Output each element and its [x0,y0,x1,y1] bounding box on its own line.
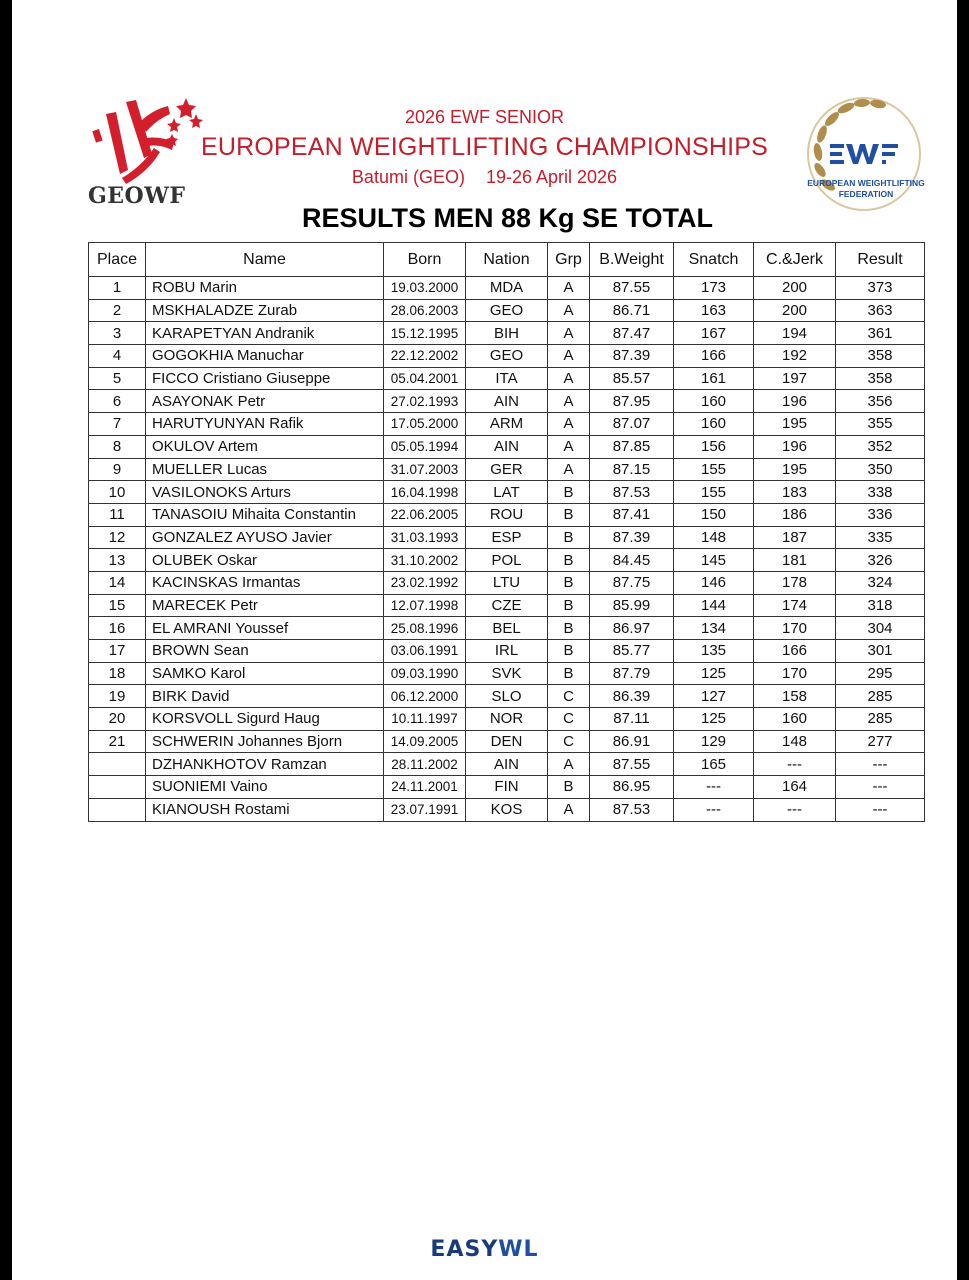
cell-place: 17 [89,640,146,663]
cell-snatch: 134 [674,617,754,640]
cell-place: 15 [89,594,146,617]
cell-name: KARAPETYAN Andranik [146,322,384,345]
cell-nation: ESP [466,526,548,549]
table-row [89,367,925,390]
cell-born: 17.05.2000 [384,413,466,436]
cell-name: TANASOIU Mihaita Constantin [146,503,384,526]
cell-grp: A [548,299,590,322]
cell-cjerk: 194 [754,322,836,345]
header-place: Place [89,243,146,277]
cell-nation: LTU [466,571,548,594]
cell-nation: ITA [466,367,548,390]
cell-place: 14 [89,571,146,594]
cell-snatch: 155 [674,458,754,481]
cell-grp: A [548,753,590,776]
header-row [89,243,925,277]
cell-grp: B [548,481,590,504]
cell-cjerk: 158 [754,685,836,708]
cell-snatch: 166 [674,345,754,368]
cell-nation: GER [466,458,548,481]
cell-result: 285 [836,685,925,708]
cell-bweight: 87.55 [590,753,674,776]
cell-grp: A [548,322,590,345]
header-result: Result [836,243,925,277]
cell-name: OLUBEK Oskar [146,549,384,572]
cell-grp: B [548,503,590,526]
cell-place: 18 [89,662,146,685]
cell-grp: A [548,367,590,390]
table-row [89,617,925,640]
table-row [89,322,925,345]
table-row [89,458,925,481]
cell-snatch: 167 [674,322,754,345]
cell-snatch: 173 [674,277,754,300]
cell-grp: B [548,526,590,549]
cell-result: 335 [836,526,925,549]
cell-cjerk: 164 [754,776,836,799]
easywl-easy: EASY [430,1237,499,1262]
cell-nation: BEL [466,617,548,640]
cell-born: 23.02.1992 [384,571,466,594]
cell-nation: AIN [466,390,548,413]
table-body [89,277,925,822]
cell-born: 05.04.2001 [384,367,466,390]
cell-cjerk: 195 [754,458,836,481]
cell-name: EL AMRANI Youssef [146,617,384,640]
cell-born: 31.03.1993 [384,526,466,549]
cell-place: 3 [89,322,146,345]
cell-result: --- [836,798,925,821]
cell-cjerk: 170 [754,662,836,685]
cell-nation: KOS [466,798,548,821]
cell-result: 352 [836,435,925,458]
cell-nation: BIH [466,322,548,345]
cell-snatch: 125 [674,662,754,685]
cell-grp: B [548,571,590,594]
cell-born: 23.07.1991 [384,798,466,821]
event-edition: 2026 EWF SENIOR [404,107,565,127]
cell-name: MUELLER Lucas [146,458,384,481]
cell-snatch: 127 [674,685,754,708]
cell-cjerk: --- [754,753,836,776]
cell-cjerk: 178 [754,571,836,594]
cell-snatch: 165 [674,753,754,776]
cell-name: GOGOKHIA Manuchar [146,345,384,368]
table-row [89,662,925,685]
cell-cjerk: 192 [754,345,836,368]
cell-result: 355 [836,413,925,436]
cell-born: 31.07.2003 [384,458,466,481]
cell-name: ASAYONAK Petr [146,390,384,413]
cell-born: 09.03.1990 [384,662,466,685]
cell-place [89,776,146,799]
table-row [89,549,925,572]
cell-bweight: 86.71 [590,299,674,322]
cell-born: 19.03.2000 [384,277,466,300]
header-bweight: B.Weight [590,243,674,277]
cell-nation: FIN [466,776,548,799]
cell-nation: DEN [466,730,548,753]
header-nation: Nation [466,243,548,277]
event-title: EUROPEAN WEIGHTLIFTING CHAMPIONSHIPS [201,133,768,161]
cell-nation: GEO [466,345,548,368]
cell-grp: B [548,776,590,799]
cell-cjerk: 174 [754,594,836,617]
table-row [89,277,925,300]
cell-result: 361 [836,322,925,345]
cell-snatch: 144 [674,594,754,617]
cell-born: 22.06.2005 [384,503,466,526]
cell-nation: AIN [466,753,548,776]
cell-grp: A [548,798,590,821]
easywl-wl: WL [498,1237,539,1262]
table-row [89,685,925,708]
header-name: Name [146,243,384,277]
cell-result: --- [836,753,925,776]
cell-place: 16 [89,617,146,640]
cell-snatch: --- [674,776,754,799]
cell-cjerk: 197 [754,367,836,390]
cell-born: 05.05.1994 [384,435,466,458]
cell-bweight: 87.15 [590,458,674,481]
header-grp: Grp [548,243,590,277]
cell-born: 24.11.2001 [384,776,466,799]
cell-grp: A [548,458,590,481]
table-row [89,413,925,436]
cell-cjerk: 186 [754,503,836,526]
cell-snatch: 155 [674,481,754,504]
cell-born: 03.06.1991 [384,640,466,663]
cell-cjerk: 160 [754,708,836,731]
cell-bweight: 86.95 [590,776,674,799]
cell-result: 358 [836,345,925,368]
cell-snatch: 160 [674,390,754,413]
cell-grp: B [548,549,590,572]
event-dates: 19-26 April 2026 [485,167,618,187]
cell-place: 20 [89,708,146,731]
cell-snatch: 156 [674,435,754,458]
cell-cjerk: 187 [754,526,836,549]
cell-grp: A [548,277,590,300]
header-cjerk: C.&Jerk [754,243,836,277]
cell-name: OKULOV Artem [146,435,384,458]
cell-result: 356 [836,390,925,413]
header-born: Born [384,243,466,277]
table-row [89,776,925,799]
cell-place: 8 [89,435,146,458]
easywl-logo [0,1237,969,1262]
cell-result: 324 [836,571,925,594]
cell-bweight: 87.41 [590,503,674,526]
table-row [89,503,925,526]
cell-bweight: 87.75 [590,571,674,594]
cell-result: 301 [836,640,925,663]
cell-bweight: 87.53 [590,798,674,821]
cell-name: MSKHALADZE Zurab [146,299,384,322]
cell-name: ROBU Marin [146,277,384,300]
cell-bweight: 87.07 [590,413,674,436]
cell-nation: ARM [466,413,548,436]
cell-cjerk: 195 [754,413,836,436]
cell-name: KACINSKAS Irmantas [146,571,384,594]
cell-snatch: 135 [674,640,754,663]
table-row [89,753,925,776]
cell-name: SUONIEMI Vaino [146,776,384,799]
table-row [89,299,925,322]
cell-place: 19 [89,685,146,708]
cell-place: 7 [89,413,146,436]
cell-place [89,798,146,821]
cell-bweight: 85.77 [590,640,674,663]
cell-cjerk: --- [754,798,836,821]
cell-place: 1 [89,277,146,300]
cell-cjerk: 196 [754,390,836,413]
cell-born: 22.12.2002 [384,345,466,368]
event-venue: Batumi (GEO) [351,167,465,187]
cell-cjerk: 166 [754,640,836,663]
cell-name: GONZALEZ AYUSO Javier [146,526,384,549]
geowf-wordmark: GEOWF [88,183,186,209]
table-row [89,481,925,504]
cell-place: 21 [89,730,146,753]
table-row [89,730,925,753]
cell-nation: SVK [466,662,548,685]
cell-grp: B [548,617,590,640]
table-row [89,640,925,663]
cell-snatch: 125 [674,708,754,731]
cell-born: 27.02.1993 [384,390,466,413]
cell-bweight: 86.91 [590,730,674,753]
cell-result: 326 [836,549,925,572]
ewf-name-line1: EUROPEAN WEIGHTLIFTING [807,178,925,188]
cell-name: SCHWERIN Johannes Bjorn [146,730,384,753]
cell-snatch: 146 [674,571,754,594]
cell-place: 2 [89,299,146,322]
table-row [89,708,925,731]
cell-born: 31.10.2002 [384,549,466,572]
cell-grp: C [548,685,590,708]
cell-nation: MDA [466,277,548,300]
cell-result: 363 [836,299,925,322]
cell-result: 373 [836,277,925,300]
cell-snatch: 150 [674,503,754,526]
cell-nation: POL [466,549,548,572]
cell-name: VASILONOKS Arturs [146,481,384,504]
cell-cjerk: 200 [754,277,836,300]
cell-cjerk: 200 [754,299,836,322]
cell-bweight: 87.39 [590,345,674,368]
cell-bweight: 87.55 [590,277,674,300]
cell-result: 285 [836,708,925,731]
cell-born: 12.07.1998 [384,594,466,617]
cell-cjerk: 183 [754,481,836,504]
table-row [89,571,925,594]
cell-result: 277 [836,730,925,753]
cell-result: 295 [836,662,925,685]
ewf-name-line2: FEDERATION [838,189,894,199]
cell-bweight: 84.45 [590,549,674,572]
cell-result: 304 [836,617,925,640]
cell-bweight: 87.85 [590,435,674,458]
cell-bweight: 87.11 [590,708,674,731]
cell-name: SAMKO Karol [146,662,384,685]
cell-born: 25.08.1996 [384,617,466,640]
table-row [89,390,925,413]
cell-name: DZHANKHOTOV Ramzan [146,753,384,776]
event-venue-dates [0,167,969,188]
cell-cjerk: 170 [754,617,836,640]
cell-snatch: --- [674,798,754,821]
cell-snatch: 160 [674,413,754,436]
cell-result: 318 [836,594,925,617]
cell-nation: AIN [466,435,548,458]
cell-bweight: 87.47 [590,322,674,345]
cell-born: 10.11.1997 [384,708,466,731]
cell-place: 10 [89,481,146,504]
table-row [89,594,925,617]
results-title: RESULTS MEN 88 Kg SE TOTAL [301,203,714,233]
cell-grp: A [548,435,590,458]
cell-bweight: 86.39 [590,685,674,708]
cell-bweight: 85.57 [590,367,674,390]
cell-name: KORSVOLL Sigurd Haug [146,708,384,731]
cell-nation: SLO [466,685,548,708]
cell-place: 4 [89,345,146,368]
table-header [89,243,925,277]
cell-name: MARECEK Petr [146,594,384,617]
cell-cjerk: 181 [754,549,836,572]
cell-snatch: 148 [674,526,754,549]
cell-name: FICCO Cristiano Giuseppe [146,367,384,390]
cell-cjerk: 148 [754,730,836,753]
cell-nation: CZE [466,594,548,617]
cell-bweight: 87.95 [590,390,674,413]
cell-grp: B [548,594,590,617]
cell-place [89,753,146,776]
cell-nation: LAT [466,481,548,504]
cell-nation: ROU [466,503,548,526]
cell-born: 06.12.2000 [384,685,466,708]
cell-grp: B [548,640,590,663]
cell-bweight: 87.53 [590,481,674,504]
cell-born: 16.04.1998 [384,481,466,504]
cell-result: 350 [836,458,925,481]
cell-born: 14.09.2005 [384,730,466,753]
cell-grp: A [548,390,590,413]
cell-snatch: 163 [674,299,754,322]
cell-grp: B [548,662,590,685]
cell-place: 13 [89,549,146,572]
cell-bweight: 85.99 [590,594,674,617]
cell-result: --- [836,776,925,799]
cell-place: 12 [89,526,146,549]
header-snatch: Snatch [674,243,754,277]
table-row [89,345,925,368]
cell-nation: IRL [466,640,548,663]
cell-nation: GEO [466,299,548,322]
cell-result: 338 [836,481,925,504]
cell-snatch: 129 [674,730,754,753]
cell-born: 28.11.2002 [384,753,466,776]
cell-snatch: 161 [674,367,754,390]
table-row [89,798,925,821]
cell-place: 6 [89,390,146,413]
cell-name: BROWN Sean [146,640,384,663]
cell-born: 15.12.1995 [384,322,466,345]
cell-name: KIANOUSH Rostami [146,798,384,821]
cell-grp: C [548,730,590,753]
cell-result: 358 [836,367,925,390]
cell-result: 336 [836,503,925,526]
cell-born: 28.06.2003 [384,299,466,322]
cell-grp: C [548,708,590,731]
cell-name: HARUTYUNYAN Rafik [146,413,384,436]
table-row [89,435,925,458]
cell-bweight: 87.79 [590,662,674,685]
cell-bweight: 87.39 [590,526,674,549]
results-table [88,242,925,822]
cell-place: 5 [89,367,146,390]
cell-grp: A [548,345,590,368]
cell-cjerk: 196 [754,435,836,458]
cell-grp: A [548,413,590,436]
cell-bweight: 86.97 [590,617,674,640]
cell-name: BIRK David [146,685,384,708]
cell-place: 9 [89,458,146,481]
table-row [89,526,925,549]
cell-nation: NOR [466,708,548,731]
cell-place: 11 [89,503,146,526]
cell-snatch: 145 [674,549,754,572]
